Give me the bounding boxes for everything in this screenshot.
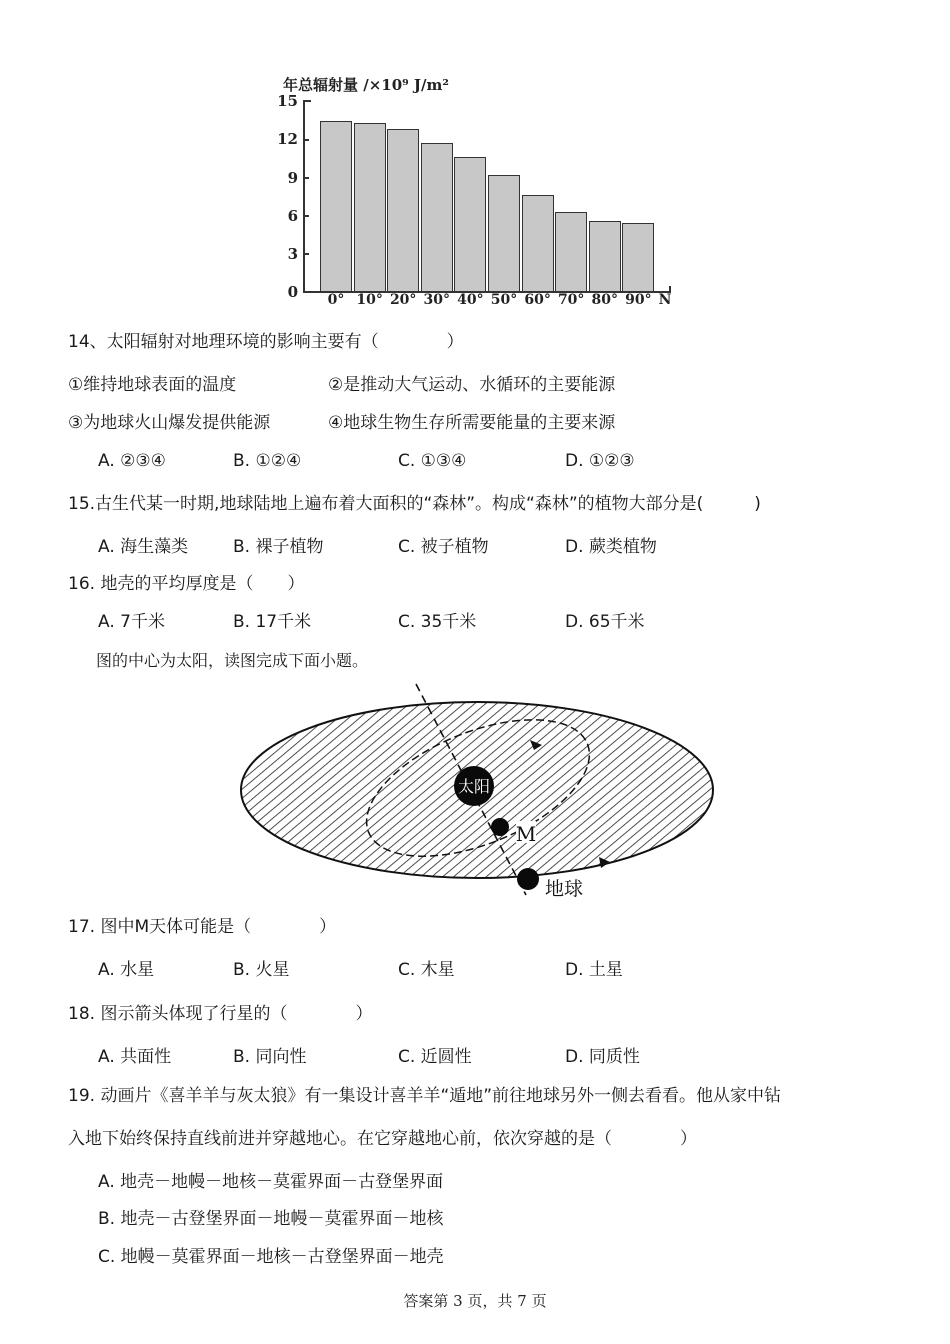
diagram-intro: 图的中心为太阳，读图完成下面小题。 <box>96 651 369 670</box>
m-label: M <box>515 822 537 846</box>
option-c[interactable]: C. 被子植物 <box>398 537 489 557</box>
x-tick: 70° <box>557 292 585 308</box>
x-tick: 10° <box>356 292 383 308</box>
chart-title: 年总辐射量 /×10⁹ J/m² <box>283 76 449 94</box>
question-stem-line-1: 19. 动画片《喜羊羊与灰太狼》有一集设计喜羊羊“遁地”前往地球另外一侧去看看。他从家中钻 <box>68 1086 782 1106</box>
x-axis-end-label: N <box>658 292 672 308</box>
bar <box>421 143 453 292</box>
y-tick-mark <box>303 215 309 217</box>
question-stem: 17. 图中M天体可能是（ ） <box>68 917 337 937</box>
bar <box>454 157 486 292</box>
earth <box>517 868 539 890</box>
bar <box>589 221 621 292</box>
option-a[interactable]: A. ②③④ <box>98 451 166 471</box>
x-tick: 40° <box>457 292 484 308</box>
option-b[interactable]: B. 裸子植物 <box>233 537 324 557</box>
y-tick: 15 <box>277 92 298 110</box>
y-axis <box>303 100 305 293</box>
option-a[interactable]: A. 7千米 <box>98 612 165 632</box>
x-tick: 80° <box>591 292 619 308</box>
option-d[interactable]: D. 同质性 <box>565 1047 640 1067</box>
x-tick: 50° <box>490 292 518 308</box>
option-b[interactable]: B. 地壳－古登堡界面－地幔－莫霍界面－地核 <box>98 1209 444 1229</box>
y-tick: 9 <box>287 169 298 187</box>
planet-m <box>491 818 509 836</box>
option-d[interactable]: D. ①②③ <box>565 451 635 471</box>
x-tick: 20° <box>389 292 417 308</box>
y-tick-mark <box>303 139 309 141</box>
option-a[interactable]: A. 海生藻类 <box>98 537 189 557</box>
option-c[interactable]: C. 地幔－莫霍界面－地核－古登堡界面－地壳 <box>98 1247 444 1267</box>
option-b[interactable]: B. ①②④ <box>233 451 302 471</box>
option-b[interactable]: B. 火星 <box>233 960 290 980</box>
option-d[interactable]: D. 65千米 <box>565 612 645 632</box>
option-b[interactable]: B. 17千米 <box>233 612 312 632</box>
bar <box>387 129 419 292</box>
option-c[interactable]: C. 近圆性 <box>398 1047 472 1067</box>
statement-4: ④地球生物生存所需要能量的主要来源 <box>328 413 616 433</box>
option-c[interactable]: C. ①③④ <box>398 451 467 471</box>
question-stem: 15.古生代某一时期,地球陆地上遍布着大面积的“森林”。构成“森林”的植物大部分是( ) <box>68 494 761 514</box>
page-footer: 答案第 3 页，共 7 页 <box>403 1292 547 1310</box>
x-tick: 30° <box>423 292 451 308</box>
x-tick: 0° <box>327 292 345 308</box>
statement-1: ①维持地球表面的温度 <box>68 375 237 395</box>
statement-2: ②是推动大气运动、水循环的主要能源 <box>328 375 616 395</box>
y-tick: 3 <box>287 245 298 263</box>
x-tick: 90° <box>625 292 652 308</box>
bar <box>622 223 654 292</box>
y-axis-top-tick <box>303 100 311 102</box>
y-tick: 12 <box>277 130 298 148</box>
question-stem: 18. 图示箭头体现了行星的（ ） <box>68 1004 373 1024</box>
bar <box>522 195 554 292</box>
question-stem: 16. 地壳的平均厚度是（ ） <box>68 574 305 594</box>
option-c[interactable]: C. 35千米 <box>398 612 477 632</box>
y-tick: 6 <box>287 207 298 225</box>
y-tick-mark <box>303 177 309 179</box>
bar <box>354 123 386 292</box>
statement-3: ③为地球火山爆发提供能源 <box>68 413 271 433</box>
question-stem-line-2: 入地下始终保持直线前进并穿越地心。在它穿越地心前，依次穿越的是（ ） <box>68 1129 697 1149</box>
option-d[interactable]: D. 土星 <box>565 960 623 980</box>
bar <box>320 121 352 292</box>
option-a[interactable]: A. 共面性 <box>98 1047 172 1067</box>
question-stem: 14、太阳辐射对地理环境的影响主要有（ ） <box>68 332 464 352</box>
x-tick: 60° <box>524 292 551 308</box>
option-d[interactable]: D. 蕨类植物 <box>565 537 657 557</box>
option-b[interactable]: B. 同向性 <box>233 1047 307 1067</box>
sun-label: 太阳 <box>457 777 491 796</box>
option-c[interactable]: C. 木星 <box>398 960 455 980</box>
y-tick-mark <box>303 253 309 255</box>
solar-orbit-diagram <box>230 680 730 905</box>
option-a[interactable]: A. 地壳－地幔－地核－莫霍界面－古登堡界面 <box>98 1172 444 1192</box>
earth-label: 地球 <box>544 878 584 900</box>
y-tick: 0 <box>287 283 298 301</box>
bar <box>555 212 587 292</box>
bar <box>488 175 520 292</box>
option-a[interactable]: A. 水星 <box>98 960 155 980</box>
